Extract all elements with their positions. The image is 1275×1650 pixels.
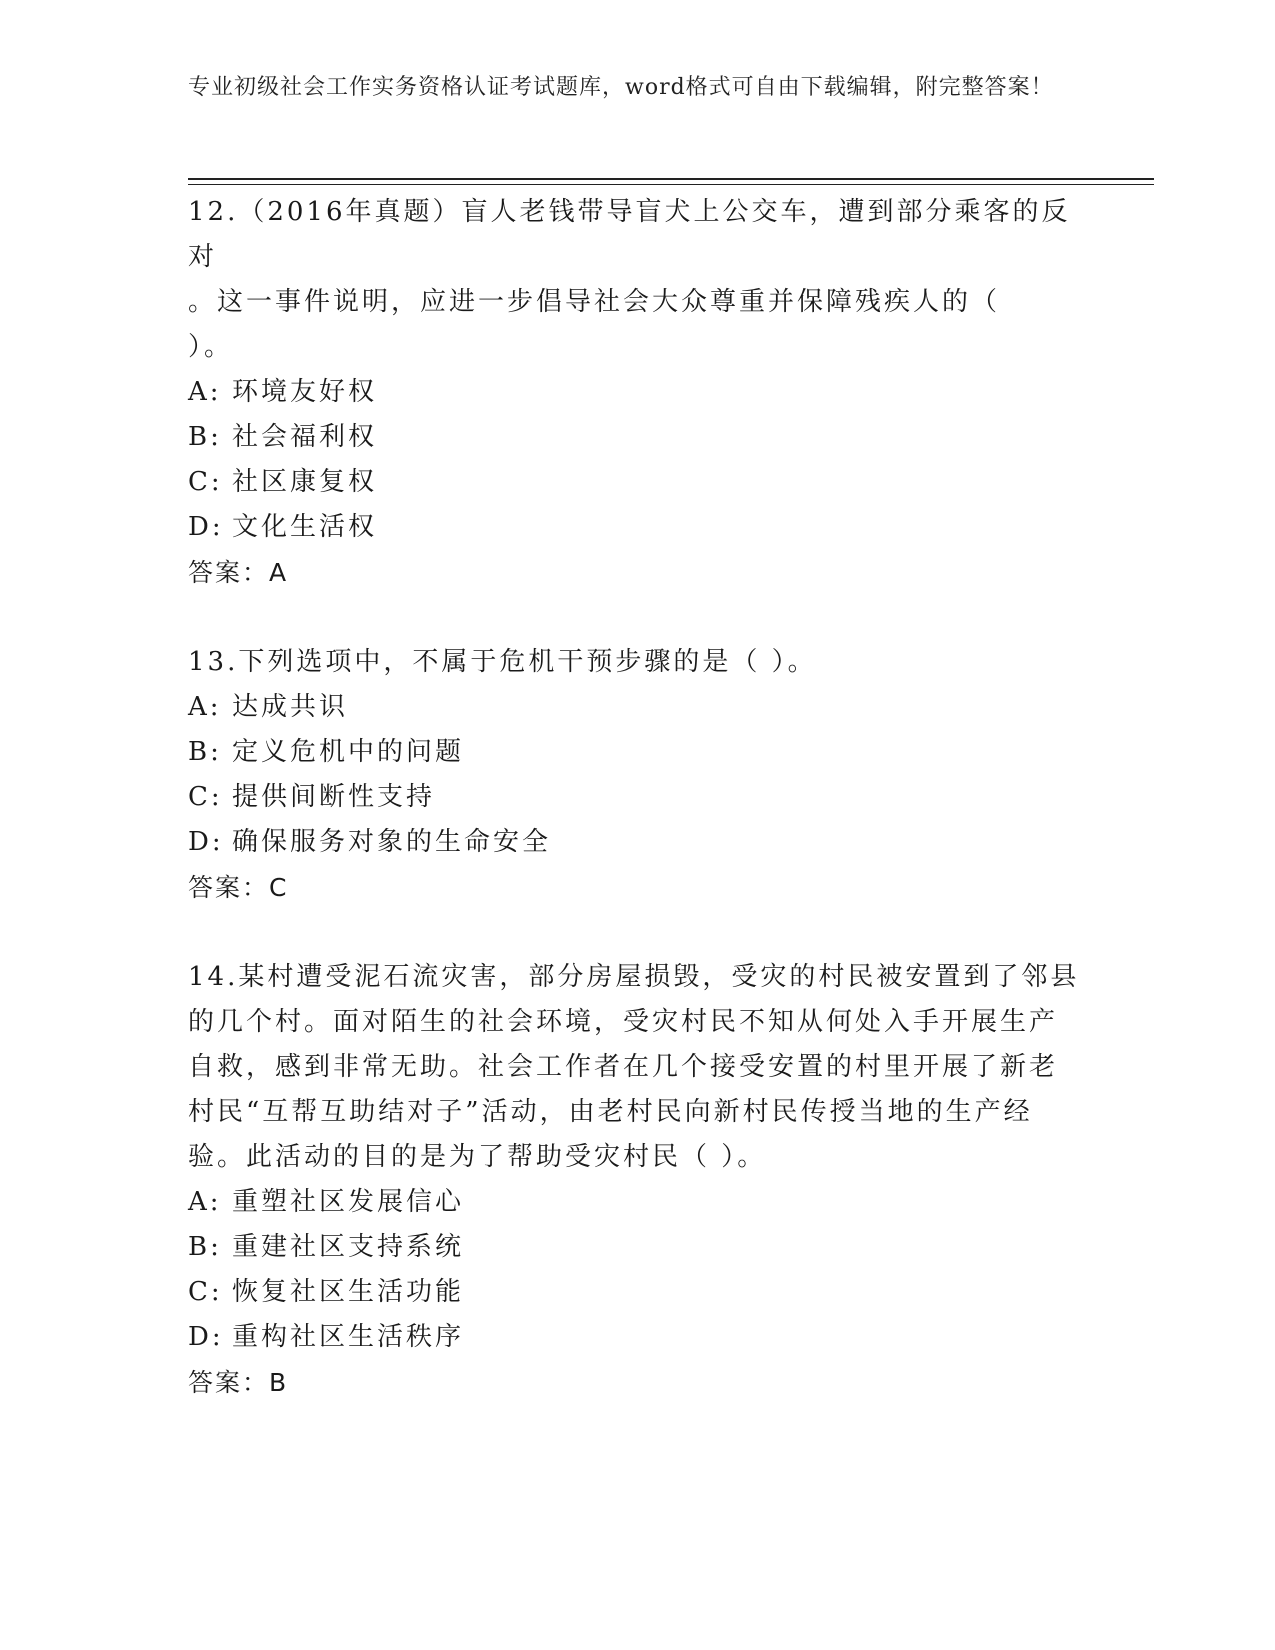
option-letter: C: (188, 467, 223, 497)
option-text: 社区康复权 (232, 467, 378, 497)
answer-line: 答案：C (188, 873, 289, 902)
option-d (188, 505, 1088, 550)
option-c (188, 775, 1088, 820)
option-letter: B: (188, 737, 222, 767)
header-divider-thin (188, 184, 1154, 185)
option-letter: A: (188, 377, 222, 407)
option-text: 恢复社区生活功能 (232, 1277, 465, 1307)
option-text: 确保服务对象的生命安全 (232, 827, 552, 857)
question-list (188, 190, 1088, 1405)
option-letter: B: (188, 1232, 222, 1262)
option-letter: A: (188, 692, 222, 722)
answer-line: 答案：B (188, 1368, 289, 1397)
question-stem-line: 村民“互帮互助结对子”活动，由老村民向新村民传授当地的生产经 (188, 1097, 1033, 1127)
option-letter: A: (188, 1187, 222, 1217)
option-text: 重塑社区发展信心 (232, 1187, 465, 1217)
option-text: 达成共识 (232, 692, 349, 722)
option-letter: D: (188, 512, 224, 542)
option-text: 文化生活权 (232, 512, 378, 542)
answer-line: 答案：A (188, 558, 289, 587)
question-gap (188, 910, 1088, 955)
option-letter: D: (188, 1322, 224, 1352)
question-stem-line: 验。此活动的目的是为了帮助受灾村民（ ）。 (188, 1142, 767, 1172)
option-c (188, 460, 1088, 505)
option-a (188, 685, 1088, 730)
question-stem-line: 自救，感到非常无助。社会工作者在几个接受安置的村里开展了新老 (188, 1052, 1059, 1082)
option-b (188, 1225, 1088, 1270)
question-stem-line: 的几个村。面对陌生的社会环境，受灾村民不知从何处入手开展生产 (188, 1007, 1059, 1037)
question-stem-line: 14.某村遭受泥石流灾害，部分房屋损毁，受灾的村民被安置到了邻县 (188, 962, 1080, 992)
option-text: 社会福利权 (232, 422, 378, 452)
question-12 (188, 190, 1088, 595)
option-a (188, 370, 1088, 415)
option-letter: C: (188, 1277, 223, 1307)
question-stem-line: 12.（2016年真题）盲人老钱带导盲犬上公交车，遭到部分乘客的反对 (188, 197, 1071, 272)
option-text: 环境友好权 (232, 377, 378, 407)
option-b (188, 415, 1088, 460)
option-text: 重构社区生活秩序 (232, 1322, 465, 1352)
question-14 (188, 955, 1088, 1405)
option-d (188, 820, 1088, 865)
option-text: 定义危机中的问题 (232, 737, 465, 767)
question-stem-line: ）。 (188, 332, 234, 362)
question-13 (188, 640, 1088, 910)
option-a (188, 1180, 1088, 1225)
header-divider-thick (188, 178, 1154, 180)
option-c (188, 1270, 1088, 1315)
option-letter: B: (188, 422, 222, 452)
option-letter: D: (188, 827, 224, 857)
option-letter: C: (188, 782, 223, 812)
option-b (188, 730, 1088, 775)
option-text: 重建社区支持系统 (232, 1232, 465, 1262)
question-gap (188, 595, 1088, 640)
option-d (188, 1315, 1088, 1360)
option-text: 提供间断性支持 (232, 782, 436, 812)
document-header: 专业初级社会工作实务资格认证考试题库，word格式可自由下载编辑，附完整答案！ (188, 75, 1054, 100)
question-stem-line: 。这一事件说明，应进一步倡导社会大众尊重并保障残疾人的（ (188, 287, 1001, 317)
question-stem-line: 13.下列选项中，不属于危机干预步骤的是（ ）。 (188, 647, 817, 677)
